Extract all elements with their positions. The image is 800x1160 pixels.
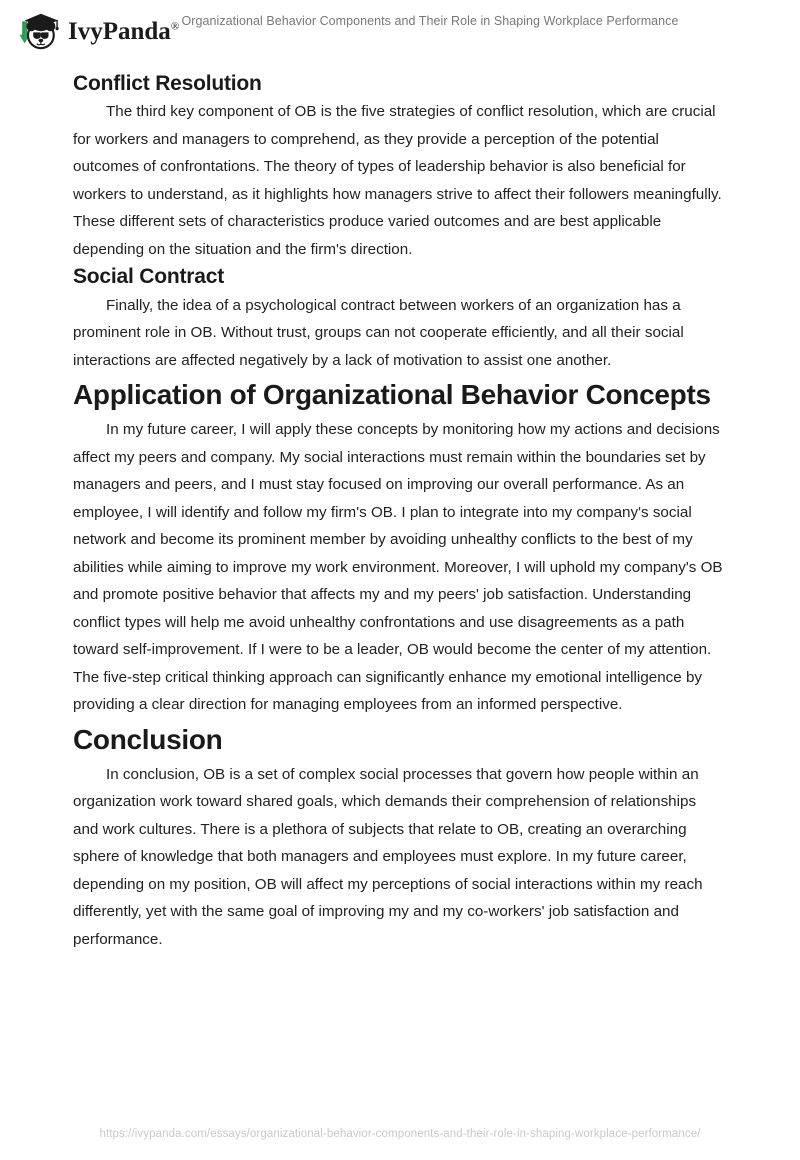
brand-name-text: IvyPanda	[68, 17, 171, 45]
paragraph-social-contract: Finally, the idea of a psychological contract between workers of an organization has a prominent role in OB. Without trust, groups can not cooperate efficiently, and all their social interactions are affected negatively by a lack of motivation to assist one another.	[73, 296, 684, 369]
document-header-title: Organizational Behavior Components and Their Role in Shaping Workplace Performance	[181, 14, 679, 28]
paragraph-application-of-organizational-behavior-concepts: In my future career, I will apply these concepts by monitoring how my actions and decisions affect my peers and company. My social interactions must remain within the boundaries set by managers and peers, and I must stay focused on improving our overall performance. As an employee, I will identify and follow my firm's OB. I plan to integrate into my company's social network and become its prominent member by avoiding unhealthy conflicts to the best of my abilities while aiming to improve my work environment. Moreover, I will uphold my company's OB and promote positive behavior that affects my and my peers' job satisfaction. Understanding conflict types will help me avoid unhealthy confrontations and use disagreements as a path toward self-improvement. If I were to be a leader, OB would become the center of my attention. The five-step critical thinking approach can significantly enhance my emotional intelligence by providing a clear direction for managing employees from an informed perspective.	[73, 421, 723, 714]
page-footer	[0, 1124, 800, 1142]
page-header	[0, 0, 800, 62]
heading-social-contract: Social Contract	[73, 265, 225, 289]
heading-conclusion: Conclusion	[73, 723, 223, 755]
document-body	[73, 70, 723, 953]
registered-mark: ®	[170, 20, 180, 33]
footer-source-url[interactable]: https://ivypanda.com/essays/organizational-behavior-components-and-their-role-in-shaping-workplace-performance/	[99, 1128, 701, 1140]
paragraph-conflict-resolution: The third key component of OB is the five strategies of conflict resolution, which are crucial for workers and managers to comprehend, as they provide a perception of the potential outcomes of confrontations. The theory of types of leadership behavior is also beneficial for workers to understand, as it highlights how managers strive to affect their followers meaningfully. These different sets of characteristics produce varied outcomes and are best applicable depending on the situation and the firm's direction.	[73, 103, 722, 258]
heading-application-of-organizational-behavior-concepts: Application of Organizational Behavior Concepts	[73, 379, 711, 411]
paragraph-conclusion: In conclusion, OB is a set of complex social processes that govern how people within an organization work toward shared goals, which demands their comprehension of relationships and work cultures. There is a plethora of subjects that relate to OB, creating an overarching sphere of knowledge that both managers and employees must explore. In my future career, depending on my position, OB will affect my perceptions of social interactions within my reach differently, yet with the same goal of improving my and my co-workers' job satisfaction and performance.	[73, 765, 703, 948]
heading-conflict-resolution: Conflict Resolution	[73, 72, 262, 95]
